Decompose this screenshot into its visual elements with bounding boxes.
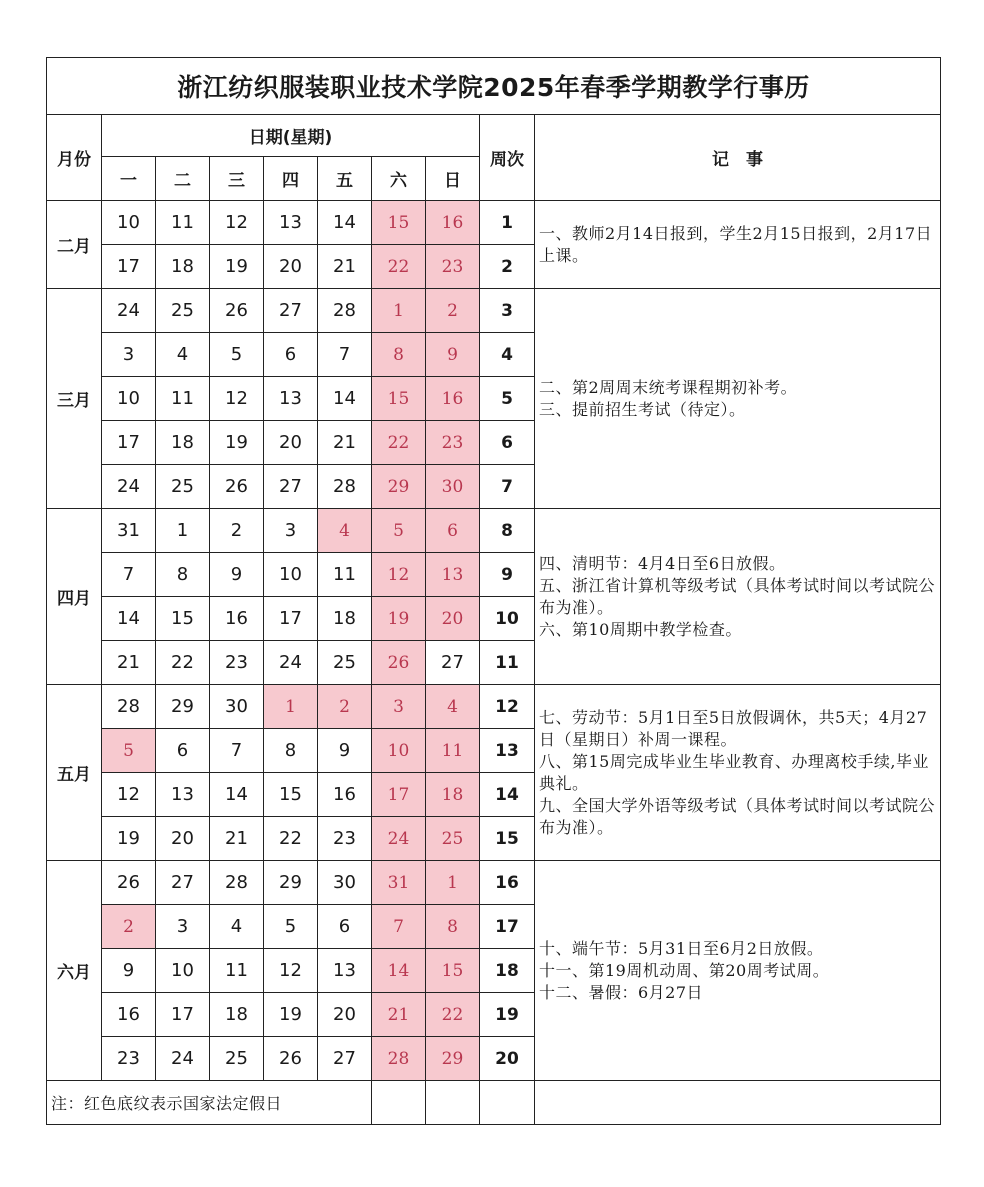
- date-cell: 22: [264, 817, 318, 861]
- week-row: [47, 685, 941, 729]
- month-label: 三月: [47, 289, 102, 509]
- date-cell: 30: [210, 685, 264, 729]
- empty-cell: [372, 1081, 426, 1125]
- date-cell: 26: [210, 289, 264, 333]
- week-number: 18: [480, 949, 535, 993]
- week-number: 1: [480, 201, 535, 245]
- holiday-date-cell: 22: [426, 993, 480, 1037]
- week-row: [47, 861, 941, 905]
- holiday-date-cell: 5: [372, 509, 426, 553]
- holiday-date-cell: 23: [426, 421, 480, 465]
- empty-cell: [480, 1081, 535, 1125]
- weekday-header-mon: 一: [102, 157, 156, 201]
- date-cell: 14: [318, 201, 372, 245]
- holiday-date-cell: 8: [372, 333, 426, 377]
- holiday-date-cell: 2: [318, 685, 372, 729]
- date-cell: 31: [102, 509, 156, 553]
- date-cell: 3: [102, 333, 156, 377]
- holiday-date-cell: 16: [426, 377, 480, 421]
- holiday-date-cell: 6: [426, 509, 480, 553]
- date-cell: 10: [264, 553, 318, 597]
- holiday-date-cell: 14: [372, 949, 426, 993]
- date-cell: 10: [102, 201, 156, 245]
- date-cell: 30: [318, 861, 372, 905]
- month-label: 五月: [47, 685, 102, 861]
- date-cell: 28: [318, 465, 372, 509]
- date-cell: 27: [264, 289, 318, 333]
- page-title: 浙江纺织服装职业技术学院2025年春季学期教学行事历: [47, 58, 941, 115]
- date-cell: 24: [102, 289, 156, 333]
- date-cell: 22: [156, 641, 210, 685]
- date-cell: 15: [156, 597, 210, 641]
- date-cell: 12: [264, 949, 318, 993]
- date-cell: 5: [210, 333, 264, 377]
- week-number: 16: [480, 861, 535, 905]
- date-cell: 26: [102, 861, 156, 905]
- date-cell: 12: [210, 377, 264, 421]
- date-cell: 27: [156, 861, 210, 905]
- holiday-date-cell: 2: [102, 905, 156, 949]
- date-cell: 26: [210, 465, 264, 509]
- empty-cell: [426, 1081, 480, 1125]
- date-cell: 18: [318, 597, 372, 641]
- date-cell: 18: [156, 421, 210, 465]
- date-cell: 18: [156, 245, 210, 289]
- holiday-date-cell: 1: [264, 685, 318, 729]
- week-number: 15: [480, 817, 535, 861]
- date-cell: 18: [210, 993, 264, 1037]
- date-cell: 3: [156, 905, 210, 949]
- date-cell: 14: [210, 773, 264, 817]
- holiday-date-cell: 20: [426, 597, 480, 641]
- holiday-date-cell: 17: [372, 773, 426, 817]
- week-number: 4: [480, 333, 535, 377]
- date-cell: 2: [210, 509, 264, 553]
- date-cell: 17: [102, 245, 156, 289]
- date-cell: 14: [318, 377, 372, 421]
- date-cell: 24: [156, 1037, 210, 1081]
- weekday-header-sat: 六: [372, 157, 426, 201]
- date-cell: 20: [318, 993, 372, 1037]
- date-cell: 13: [264, 377, 318, 421]
- date-cell: 28: [318, 289, 372, 333]
- holiday-date-cell: 16: [426, 201, 480, 245]
- date-cell: 1: [156, 509, 210, 553]
- date-cell: 19: [210, 421, 264, 465]
- weekday-header-thu: 四: [264, 157, 318, 201]
- date-cell: 21: [210, 817, 264, 861]
- date-cell: 27: [426, 641, 480, 685]
- date-cell: 6: [264, 333, 318, 377]
- holiday-date-cell: 11: [426, 729, 480, 773]
- date-cell: 16: [102, 993, 156, 1037]
- date-cell: 28: [210, 861, 264, 905]
- month-notes: 一、教师2月14日报到，学生2月15日报到，2月17日上课。: [535, 201, 941, 289]
- holiday-date-cell: 31: [372, 861, 426, 905]
- date-cell: 29: [264, 861, 318, 905]
- date-cell: 20: [264, 245, 318, 289]
- date-cell: 10: [156, 949, 210, 993]
- date-cell: 4: [210, 905, 264, 949]
- week-number: 9: [480, 553, 535, 597]
- date-cell: 23: [210, 641, 264, 685]
- holiday-date-cell: 24: [372, 817, 426, 861]
- holiday-date-cell: 29: [372, 465, 426, 509]
- date-cell: 13: [318, 949, 372, 993]
- holiday-date-cell: 23: [426, 245, 480, 289]
- date-cell: 29: [156, 685, 210, 729]
- date-cell: 15: [264, 773, 318, 817]
- date-cell: 11: [156, 377, 210, 421]
- weekday-header-sun: 日: [426, 157, 480, 201]
- date-cell: 20: [156, 817, 210, 861]
- date-cell: 12: [210, 201, 264, 245]
- week-number: 11: [480, 641, 535, 685]
- holiday-date-cell: 1: [372, 289, 426, 333]
- date-cell: 11: [318, 553, 372, 597]
- month-notes: 四、清明节：4月4日至6日放假。 五、浙江省计算机等级考试（具体考试时间以考试院公布为准）。 六、第10周期中教学检查。: [535, 509, 941, 685]
- date-cell: 24: [102, 465, 156, 509]
- date-cell: 23: [318, 817, 372, 861]
- date-cell: 19: [102, 817, 156, 861]
- date-cell: 21: [318, 245, 372, 289]
- weekday-header-tue: 二: [156, 157, 210, 201]
- holiday-date-cell: 4: [318, 509, 372, 553]
- week-number: 7: [480, 465, 535, 509]
- date-cell: 20: [264, 421, 318, 465]
- date-cell: 27: [318, 1037, 372, 1081]
- date-cell: 19: [210, 245, 264, 289]
- holiday-date-cell: 15: [426, 949, 480, 993]
- holiday-date-cell: 15: [372, 201, 426, 245]
- date-cell: 21: [318, 421, 372, 465]
- holiday-date-cell: 5: [102, 729, 156, 773]
- holiday-date-cell: 25: [426, 817, 480, 861]
- holiday-date-cell: 29: [426, 1037, 480, 1081]
- holiday-date-cell: 9: [426, 333, 480, 377]
- date-cell: 9: [102, 949, 156, 993]
- date-cell: 8: [156, 553, 210, 597]
- month-notes: 二、第2周周末统考课程期初补考。 三、提前招生考试（待定）。: [535, 289, 941, 509]
- holiday-date-cell: 22: [372, 245, 426, 289]
- holiday-date-cell: 8: [426, 905, 480, 949]
- date-cell: 17: [102, 421, 156, 465]
- holiday-date-cell: 26: [372, 641, 426, 685]
- date-cell: 25: [156, 289, 210, 333]
- date-cell: 17: [264, 597, 318, 641]
- week-number: 8: [480, 509, 535, 553]
- date-cell: 25: [156, 465, 210, 509]
- weekday-header-wed: 三: [210, 157, 264, 201]
- week-number: 5: [480, 377, 535, 421]
- footer-row: [47, 1081, 941, 1125]
- date-cell: 19: [264, 993, 318, 1037]
- date-cell: 4: [156, 333, 210, 377]
- date-cell: 16: [210, 597, 264, 641]
- date-cell: 21: [102, 641, 156, 685]
- holiday-date-cell: 18: [426, 773, 480, 817]
- week-number: 6: [480, 421, 535, 465]
- month-label: 六月: [47, 861, 102, 1081]
- holiday-date-cell: 12: [372, 553, 426, 597]
- week-number: 10: [480, 597, 535, 641]
- week-number: 14: [480, 773, 535, 817]
- week-number: 13: [480, 729, 535, 773]
- month-notes: 七、劳动节：5月1日至5日放假调休，共5天；4月27日（星期日）补周一课程。 八、第15周完成毕业生毕业教育、办理离校手续,毕业典礼。 九、全国大学外语等级考试（具体考试时间以考试院公布为准）。: [535, 685, 941, 861]
- date-cell: 25: [318, 641, 372, 685]
- week-row: [47, 509, 941, 553]
- date-cell: 7: [318, 333, 372, 377]
- holiday-date-cell: 1: [426, 861, 480, 905]
- holiday-date-cell: 10: [372, 729, 426, 773]
- date-cell: 10: [102, 377, 156, 421]
- holiday-date-cell: 15: [372, 377, 426, 421]
- date-cell: 16: [318, 773, 372, 817]
- date-cell: 7: [102, 553, 156, 597]
- date-cell: 25: [210, 1037, 264, 1081]
- date-cell: 26: [264, 1037, 318, 1081]
- date-cell: 5: [264, 905, 318, 949]
- week-row: [47, 201, 941, 245]
- date-cell: 3: [264, 509, 318, 553]
- week-number: 17: [480, 905, 535, 949]
- date-cell: 9: [318, 729, 372, 773]
- date-group-header: 日期(星期): [102, 115, 480, 157]
- holiday-date-cell: 22: [372, 421, 426, 465]
- date-cell: 9: [210, 553, 264, 597]
- holiday-date-cell: 3: [372, 685, 426, 729]
- holiday-date-cell: 21: [372, 993, 426, 1037]
- date-cell: 17: [156, 993, 210, 1037]
- week-number: 2: [480, 245, 535, 289]
- holiday-date-cell: 2: [426, 289, 480, 333]
- holiday-date-cell: 4: [426, 685, 480, 729]
- date-cell: 11: [156, 201, 210, 245]
- month-label: 二月: [47, 201, 102, 289]
- week-number: 19: [480, 993, 535, 1037]
- date-cell: 12: [102, 773, 156, 817]
- holiday-date-cell: 28: [372, 1037, 426, 1081]
- week-number: 3: [480, 289, 535, 333]
- date-cell: 8: [264, 729, 318, 773]
- date-cell: 23: [102, 1037, 156, 1081]
- month-header: 月份: [47, 115, 102, 201]
- date-cell: 24: [264, 641, 318, 685]
- date-cell: 27: [264, 465, 318, 509]
- month-label: 四月: [47, 509, 102, 685]
- date-cell: 6: [318, 905, 372, 949]
- week-row: [47, 289, 941, 333]
- date-cell: 13: [264, 201, 318, 245]
- footer-note: 注：红色底纹表示国家法定假日: [47, 1081, 372, 1125]
- holiday-date-cell: 7: [372, 905, 426, 949]
- weekday-header-fri: 五: [318, 157, 372, 201]
- week-number: 20: [480, 1037, 535, 1081]
- holiday-date-cell: 19: [372, 597, 426, 641]
- date-cell: 14: [102, 597, 156, 641]
- date-cell: 6: [156, 729, 210, 773]
- empty-cell: [535, 1081, 941, 1125]
- week-header: 周次: [480, 115, 535, 201]
- date-cell: 11: [210, 949, 264, 993]
- holiday-date-cell: 13: [426, 553, 480, 597]
- date-cell: 7: [210, 729, 264, 773]
- calendar-table: [46, 57, 941, 1125]
- notes-header: 记 事: [535, 115, 941, 201]
- date-cell: 13: [156, 773, 210, 817]
- holiday-date-cell: 30: [426, 465, 480, 509]
- month-notes: 十、端午节：5月31日至6月2日放假。 十一、第19周机动周、第20周考试周。 十二、暑假：6月27日: [535, 861, 941, 1081]
- date-cell: 28: [102, 685, 156, 729]
- week-number: 12: [480, 685, 535, 729]
